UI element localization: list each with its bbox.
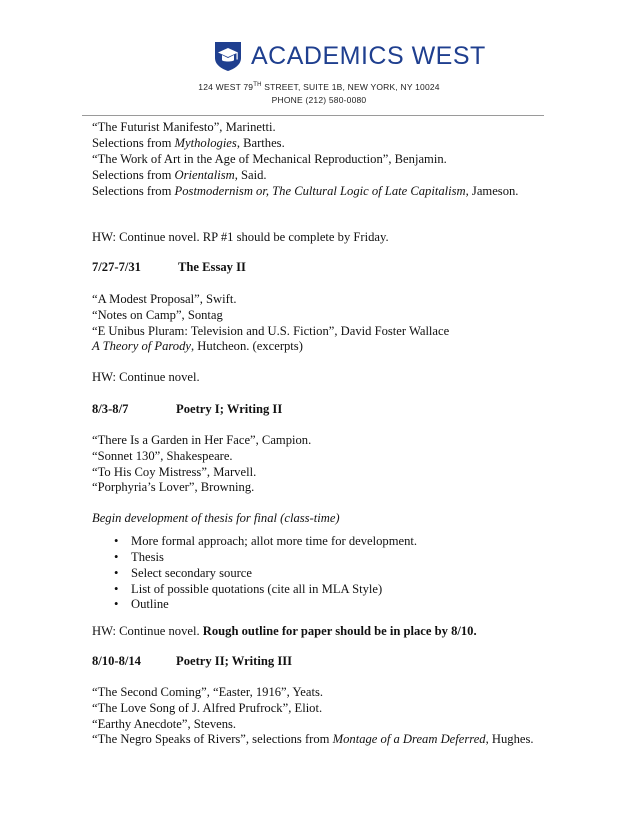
homework-note: HW: Continue novel. Rough outline for paper should be in place by 8/10.: [92, 624, 477, 638]
week-heading: [92, 654, 292, 669]
reading-item: “The Second Coming”, “Easter, 1916”, Yeats.: [92, 685, 324, 699]
reading-item: “Sonnet 130”, Shakespeare.: [92, 449, 233, 463]
week-title: Poetry II; Writing III: [176, 654, 293, 668]
reading-item: “E Unibus Pluram: Television and U.S. Fiction”, David Foster Wallace: [92, 324, 450, 338]
graduation-cap-shield-icon: [213, 40, 243, 72]
list-item: • Thesis: [114, 550, 164, 564]
bullet-icon: •: [114, 582, 119, 596]
reading-item: Selections from Orientalism, Said.: [92, 168, 267, 182]
reading-item: “The Work of Art in the Age of Mechanical Reproduction”, Benjamin.: [92, 152, 447, 166]
homework-note: HW: Continue novel. RP #1 should be complete by Friday.: [92, 230, 389, 244]
phone-line: PHONE (212) 580-0080: [271, 95, 367, 105]
list-item: • More formal approach; allot more time for development.: [114, 534, 418, 548]
reading-item: “Notes on Camp”, Sontag: [92, 308, 223, 322]
reading-item: Selections from Postmodernism or, The Cultural Logic of Late Capitalism, Jameson.: [92, 184, 519, 198]
reading-item: “The Love Song of J. Alfred Prufrock”, Eliot.: [92, 701, 323, 715]
list-item: • Outline: [114, 597, 169, 611]
week-heading: [92, 402, 282, 417]
bullet-icon: •: [114, 534, 119, 548]
week-heading: [92, 260, 246, 275]
reading-item: A Theory of Parody, Hutcheon. (excerpts): [92, 339, 303, 353]
academics-west-logo: [213, 40, 486, 72]
week-dates: 7/27-7/31: [92, 260, 141, 274]
list-item: • List of possible quotations (cite all in MLA Style): [114, 582, 383, 596]
reading-item: “A Modest Proposal”, Swift.: [92, 292, 237, 306]
reading-item: “To His Coy Mistress”, Marvell.: [92, 465, 257, 479]
bullet-icon: •: [114, 597, 119, 611]
week-dates: 8/3-8/7: [92, 402, 129, 416]
reading-item: “Porphyria’s Lover”, Browning.: [92, 480, 255, 494]
week-title: The Essay II: [178, 260, 246, 274]
reading-item: “Earthy Anecdote”, Stevens.: [92, 717, 237, 731]
list-item: • Select secondary source: [114, 566, 252, 580]
reading-item: “The Futurist Manifesto”, Marinetti.: [92, 120, 276, 134]
week-title: Poetry I; Writing II: [176, 402, 283, 416]
logo-text: ACADEMICS WEST: [251, 41, 486, 70]
bullet-icon: •: [114, 566, 119, 580]
thesis-note: Begin development of thesis for final (class-time): [92, 511, 340, 525]
reading-item: “There Is a Garden in Her Face”, Campion.: [92, 433, 312, 447]
reading-item: Selections from Mythologies, Barthes.: [92, 136, 285, 150]
week-dates: 8/10-8/14: [92, 654, 141, 668]
header-divider: [82, 115, 544, 116]
homework-note: HW: Continue novel.: [92, 370, 200, 384]
reading-item: “The Negro Speaks of Rivers”, selections from Montage of a Dream Deferred, Hughes.: [92, 732, 534, 746]
bullet-icon: •: [114, 550, 119, 564]
address-line: 124 WEST 79TH STREET, SUITE 1B, NEW YORK, NY 10024: [198, 82, 440, 92]
